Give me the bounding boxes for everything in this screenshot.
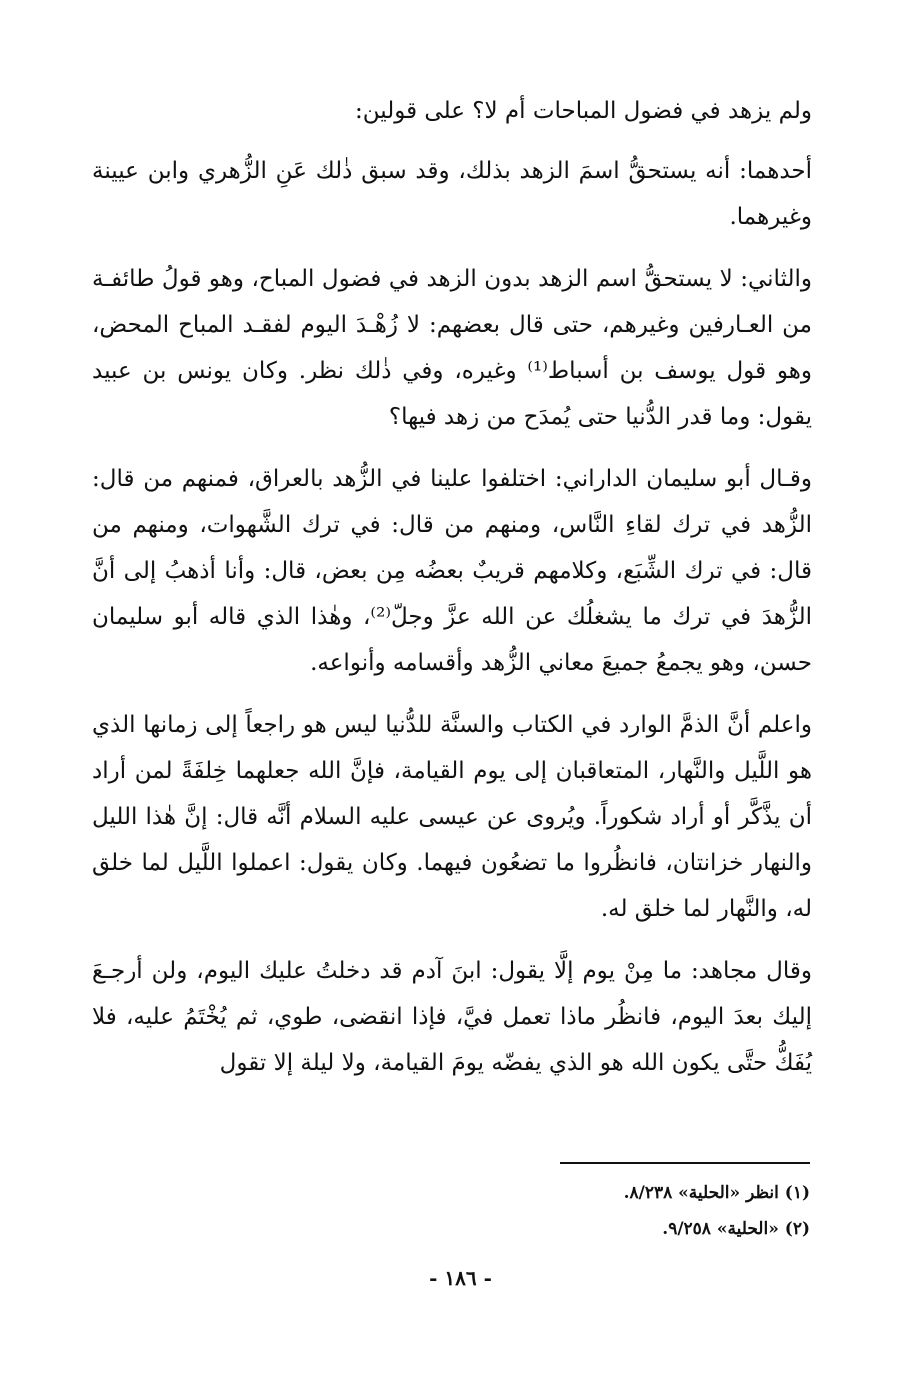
paragraph: وقـال أبو سليمان الداراني: اختلفوا علينا في الزُّهد بالعراق، فمنهم من قال: الزُّهد في ترك لقاءِ النَّاس، ومنهم من قال: في ترك الشَّهوات، ومنهم من قال: في ترك الشِّبَع، وكلامهم قريبٌ بعضُه مِن بعض، قال: وأنا أذهبُ إلى أنَّ الزُّهدَ في ترك ما يشغلُك عن الله عزَّ وجلّ⁽²⁾، وهٰذا الذي قاله أبو سليمان حسن، وهو يجمعُ جميعَ معاني الزُّهد وأقسامه وأنواعه.	[92, 466, 812, 676]
footnote-divider	[560, 1162, 810, 1164]
paragraph: واعلم أنَّ الذمَّ الوارد في الكتاب والسنَّة للدُّنيا ليس هو راجعاً إلى زمانها الذي هو اللَّيل والنَّهار، المتعاقبان إلى يوم القيامة، فإنَّ الله جعلهما خِلفَةً لمن أراد أن يذَّكَّر أو أراد شكوراً. ويُروى عن عيسى عليه السلام أنَّه قال: إنَّ هٰذا الليل والنهار خزانتان، فانظُروا ما تضعُون فيهما. وكان يقول: اعملوا اللَّيل لما خلق له، والنَّهار لما خلق له.	[92, 712, 812, 922]
page-number: - ١٨٦ -	[429, 1266, 492, 1290]
footnotes	[92, 1175, 810, 1247]
footnote: (٢) «الحلية» ٩/٢٥٨.	[662, 1219, 810, 1239]
paragraph: ولم يزهد في فضول المباحات أم لا؟ على قولين:	[355, 98, 812, 124]
paragraph: والثاني: لا يستحقُّ اسم الزهد بدون الزهد في فضول المباح، وهو قولُ طائفـة من العـارفين وغيرهم، حتى قال بعضهم: لا زُهْـدَ اليوم لفقـد المباح المحض، وهو قول يوسف بن أسباط⁽¹⁾ وغيره، وفي ذٰلك نظر. وكان يونس بن عبيد يقول: وما قدر الدُّنيا حتى يُمدَح من زهد فيها؟	[92, 266, 812, 430]
main-text	[92, 88, 812, 1102]
paragraph: أحدهما: أنه يستحقُّ اسمَ الزهد بذلك، وقد سبق ذٰلك عَنِ الزُّهري وابن عيينة وغيرهما.	[92, 158, 812, 230]
paragraph: وقال مجاهد: ما مِنْ يوم إلَّا يقول: ابنَ آدم قد دخلتُ عليك اليوم، ولن أرجـعَ إليك بعدَ اليوم، فانظُر ماذا تعمل فيَّ، فإذا انقضى، طوي، ثم يُخْتَمُ عليه، فلا يُفَكُّ حتَّى يكون الله هو الذي يفضّه يومَ القيامة، ولا ليلة إلا تقول	[92, 958, 812, 1076]
footnote: (١) انظر «الحلية» ٨/٢٣٨.	[623, 1183, 810, 1203]
